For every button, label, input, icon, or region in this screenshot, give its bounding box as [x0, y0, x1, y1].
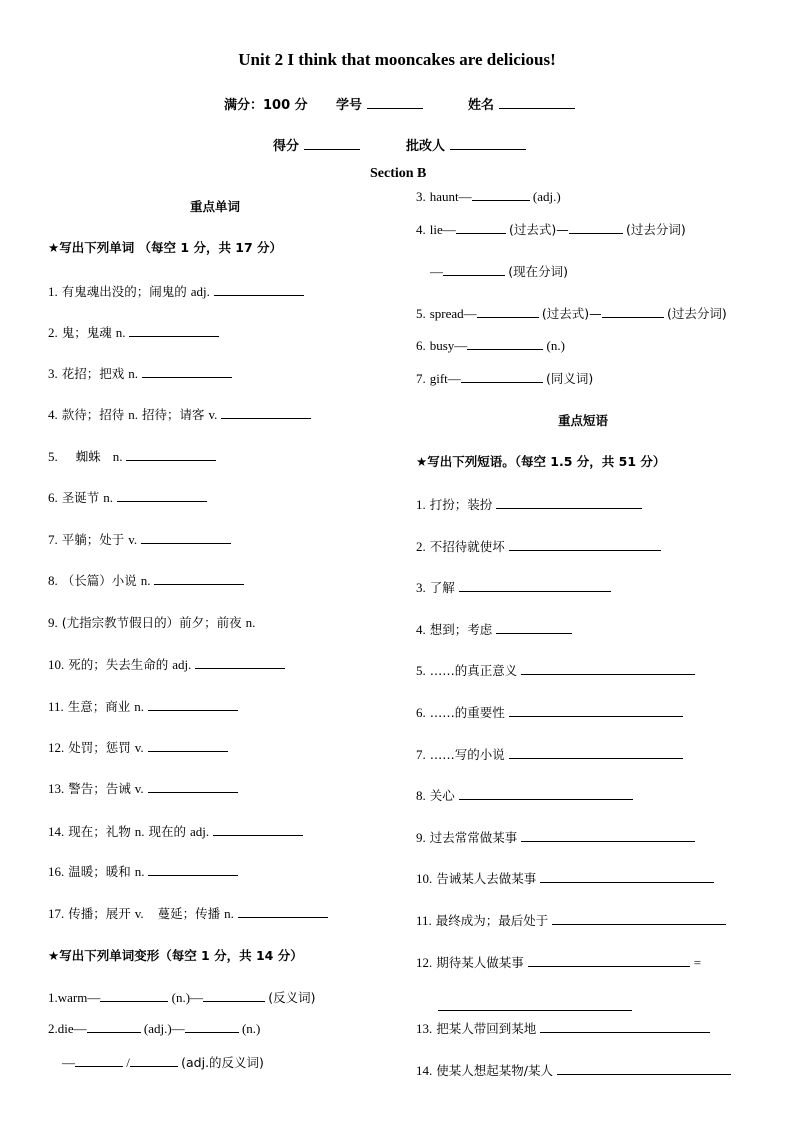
word-item: [48, 323, 219, 341]
item-pos: n.: [134, 864, 145, 879]
phrase-chinese: 想到；考虑: [429, 622, 493, 637]
name-label: 姓名: [468, 94, 575, 113]
phrase-item: [416, 1019, 710, 1037]
form-item-1: 1.warm— (n.)— (反义词): [48, 990, 316, 1005]
item-pos: v.: [134, 781, 144, 796]
phrase-number: 14.: [416, 1063, 433, 1078]
item-number: 4.: [48, 407, 58, 422]
phrase-number: 8.: [416, 788, 426, 803]
words-heading: 重点单词: [190, 199, 241, 214]
word-item: [48, 862, 238, 880]
item-number: 2.: [48, 325, 58, 340]
phrase-chinese: ……的真正意义: [429, 663, 518, 678]
item-number: 5.: [48, 449, 58, 464]
answer-blank[interactable]: [443, 263, 505, 276]
phrase-number: 2.: [416, 539, 426, 554]
word-item: [48, 530, 231, 548]
equals-sign: =: [693, 955, 702, 970]
phrase-item: [416, 1061, 731, 1079]
item-pos: n.: [128, 366, 138, 381]
phrase-number: 9.: [416, 830, 426, 845]
answer-blank[interactable]: [528, 954, 690, 967]
phrase-number: 4.: [416, 622, 426, 637]
item-pos-2: adj.: [189, 824, 210, 839]
answer-blank[interactable]: [540, 1020, 710, 1033]
item-number: 3.: [48, 366, 58, 381]
item-chinese-2: 蔓延；传播: [157, 906, 221, 921]
item-pos: adj.: [190, 284, 210, 299]
grader-label: 批改人: [406, 135, 526, 154]
phrase-number: 7.: [416, 747, 426, 762]
answer-blank[interactable]: [459, 579, 611, 592]
answer-blank[interactable]: [496, 621, 572, 634]
item-pos: v.: [134, 740, 144, 755]
item-chinese: 有鬼魂出没的；闹鬼的: [61, 284, 187, 299]
answer-blank[interactable]: [148, 780, 238, 793]
phrases-instruction: ★写出下列短语。（每空 1.5 分，共 51 分）: [416, 454, 666, 469]
phrase-item: [416, 953, 701, 971]
phrase-chinese: ……写的小说: [429, 747, 505, 762]
answer-blank[interactable]: [509, 538, 661, 551]
section-title: Section B: [370, 166, 427, 181]
phrase-item: [416, 661, 695, 679]
item-pos: n.: [128, 407, 138, 422]
item-number: 9.: [48, 615, 58, 630]
item-chinese: 圣诞节: [61, 490, 100, 505]
answer-blank[interactable]: [148, 698, 238, 711]
answer-blank[interactable]: [461, 370, 543, 383]
score-blank[interactable]: [304, 137, 360, 150]
item-pos: v.: [128, 532, 138, 547]
phrase-number: 13.: [416, 1021, 433, 1036]
part2-instruction: ★写出下列单词变形（每空 1 分，共 14 分）: [48, 948, 303, 963]
item-number: 7.: [48, 532, 58, 547]
word-item: [48, 364, 232, 382]
word-item: [48, 282, 304, 300]
item-number: 14.: [48, 824, 65, 839]
word-item: [48, 488, 207, 506]
answer-blank[interactable]: [148, 863, 238, 876]
answer-blank[interactable]: [467, 337, 543, 350]
answer-blank[interactable]: [130, 1054, 178, 1067]
item-chinese: 传播；展开: [68, 906, 131, 921]
item-number: 1.: [48, 284, 58, 299]
phrase-chinese: ……的重要性: [429, 705, 505, 720]
phrase-chinese: 把某人带回到某地: [436, 1021, 537, 1036]
item-pos: n.: [134, 824, 145, 839]
answer-blank[interactable]: [214, 283, 304, 296]
phrase-chinese: 过去常常做某事: [429, 830, 518, 845]
phrase-item: [416, 911, 726, 929]
answer-blank[interactable]: [87, 1020, 141, 1033]
phrase-item: [416, 620, 572, 638]
form-item-2: 2.die— (adj.)— (n.): [48, 1021, 261, 1036]
answer-blank[interactable]: [221, 406, 311, 419]
item-pos: n.: [245, 615, 256, 630]
item-pos: n.: [140, 573, 151, 588]
phrase-number: 10.: [416, 871, 433, 886]
item-chinese: 花招；把戏: [61, 366, 125, 381]
full-marks: 满分：100 分: [224, 98, 308, 113]
item-chinese: 鬼；鬼魂: [61, 325, 112, 340]
answer-blank[interactable]: [557, 1062, 731, 1075]
item-chinese-2: 招待；请客: [141, 407, 205, 422]
form-item-6: 6. busy— (n.): [416, 338, 565, 353]
phrase-number: 3.: [416, 580, 426, 595]
item-pos: adj.: [172, 657, 192, 672]
answer-blank[interactable]: [126, 448, 216, 461]
phrase-number: 11.: [416, 913, 432, 928]
form-item-2b: — / (adj.的反义词): [62, 1055, 264, 1070]
word-item: [48, 613, 255, 631]
answer-blank[interactable]: [213, 823, 303, 836]
form-item-7: 7. gift— (同义词): [416, 371, 594, 386]
student-no-blank[interactable]: [367, 96, 423, 109]
answer-blank[interactable]: [472, 188, 530, 201]
item-number: 11.: [48, 699, 64, 714]
phrase-chinese: 关心: [429, 788, 455, 803]
answer-blank[interactable]: [459, 787, 633, 800]
answer-blank[interactable]: [195, 656, 285, 669]
item-pos: v.: [134, 906, 144, 921]
page-title: Unit 2 I think that mooncakes are delicious!: [238, 50, 556, 69]
item-chinese: 死的；失去生命的: [68, 657, 169, 672]
answer-blank[interactable]: [129, 324, 219, 337]
phrase-12-continuation-blank[interactable]: [438, 998, 632, 1016]
item-chinese: 温暖；暖和: [68, 864, 131, 879]
item-chinese: (尤指宗教节假日的）前夕；前夜: [61, 615, 242, 630]
phrase-number: 12.: [416, 955, 433, 970]
answer-blank[interactable]: [569, 221, 623, 234]
word-item: [48, 447, 216, 465]
word-item: [48, 405, 311, 423]
word-item: [48, 822, 303, 840]
word-item: [48, 779, 238, 797]
phrase-item: [416, 786, 633, 804]
item-chinese: （长篇）小说: [61, 573, 137, 588]
answer-blank[interactable]: [100, 989, 168, 1002]
word-item: [48, 655, 285, 673]
answer-blank[interactable]: [142, 365, 232, 378]
answer-blank[interactable]: [521, 662, 695, 675]
item-chinese: 生意；商业: [67, 699, 131, 714]
answer-blank[interactable]: [456, 221, 506, 234]
phrase-chinese: 不招待就使坏: [429, 539, 505, 554]
item-chinese: 现在；礼物: [68, 824, 131, 839]
answer-blank[interactable]: [509, 704, 683, 717]
item-number: 10.: [48, 657, 65, 672]
phrase-item: [416, 703, 683, 721]
phrase-chinese: 告诫某人去做某事: [436, 871, 537, 886]
answer-blank[interactable]: [540, 870, 714, 883]
phrase-item: [416, 495, 642, 513]
answer-blank[interactable]: [141, 531, 231, 544]
answer-blank[interactable]: [238, 905, 328, 918]
answer-blank[interactable]: [521, 829, 695, 842]
phrase-item: [416, 578, 611, 596]
item-number: 6.: [48, 490, 58, 505]
item-chinese-2: 现在的: [148, 824, 186, 839]
word-item: [48, 904, 328, 922]
answer-blank[interactable]: [154, 572, 244, 585]
word-item: [48, 738, 228, 756]
form-item-5: 5. spread— (过去式)— (过去分词): [416, 306, 727, 321]
answer-blank[interactable]: [203, 989, 265, 1002]
answer-blank[interactable]: [509, 746, 683, 759]
phrase-item: [416, 869, 714, 887]
item-pos: n.: [103, 490, 113, 505]
item-number: 17.: [48, 906, 65, 921]
answer-blank[interactable]: [148, 739, 228, 752]
word-item: [48, 571, 244, 589]
item-chinese: 平躺；处于: [61, 532, 125, 547]
item-pos-2: n.: [224, 906, 234, 921]
phrase-item: [416, 745, 683, 763]
phrase-chinese: 最终成为；最后处于: [435, 913, 549, 928]
form-item-4b: — (现在分词): [430, 264, 569, 279]
form-item-3: 3. haunt— (adj.): [416, 189, 561, 204]
answer-blank[interactable]: [477, 305, 539, 318]
phrases-heading: 重点短语: [558, 413, 609, 428]
item-pos: n.: [112, 449, 123, 464]
phrase-chinese: 打扮；装扮: [429, 497, 493, 512]
phrase-number: 5.: [416, 663, 426, 678]
phrase-chinese: 期待某人做某事: [436, 955, 524, 970]
item-number: 8.: [48, 573, 58, 588]
part1-instruction: ★写出下列单词 （每空 1 分，共 17 分）: [48, 240, 283, 255]
item-number: 13.: [48, 781, 65, 796]
item-chinese: 处罚；惩罚: [68, 740, 131, 755]
item-pos: n.: [115, 325, 126, 340]
phrase-chinese: 了解: [429, 580, 455, 595]
answer-blank[interactable]: [602, 305, 664, 318]
answer-blank[interactable]: [552, 912, 726, 925]
student-no-label: 学号: [336, 94, 423, 113]
item-number: 12.: [48, 740, 65, 755]
phrase-number: 1.: [416, 497, 426, 512]
phrase-number: 6.: [416, 705, 426, 720]
item-pos-2: v.: [208, 407, 218, 422]
word-item: [48, 697, 238, 715]
score-label: 得分: [273, 135, 360, 154]
answer-blank[interactable]: [496, 496, 642, 509]
item-chinese: 款待；招待: [61, 407, 125, 422]
name-blank[interactable]: [499, 96, 575, 109]
phrase-item: [416, 537, 661, 555]
answer-blank[interactable]: [185, 1020, 239, 1033]
grader-blank[interactable]: [450, 137, 526, 150]
item-number: 16.: [48, 864, 65, 879]
answer-blank[interactable]: [75, 1054, 123, 1067]
form-item-4: 4. lie— (过去式)— (过去分词): [416, 222, 686, 237]
item-pos: n.: [134, 699, 145, 714]
phrase-item: [416, 828, 695, 846]
item-chinese: 警告；告诫: [68, 781, 131, 796]
item-chinese: 蜘蛛: [75, 449, 101, 464]
phrase-chinese: 使某人想起某物/某人: [436, 1063, 553, 1078]
answer-blank[interactable]: [117, 489, 207, 502]
